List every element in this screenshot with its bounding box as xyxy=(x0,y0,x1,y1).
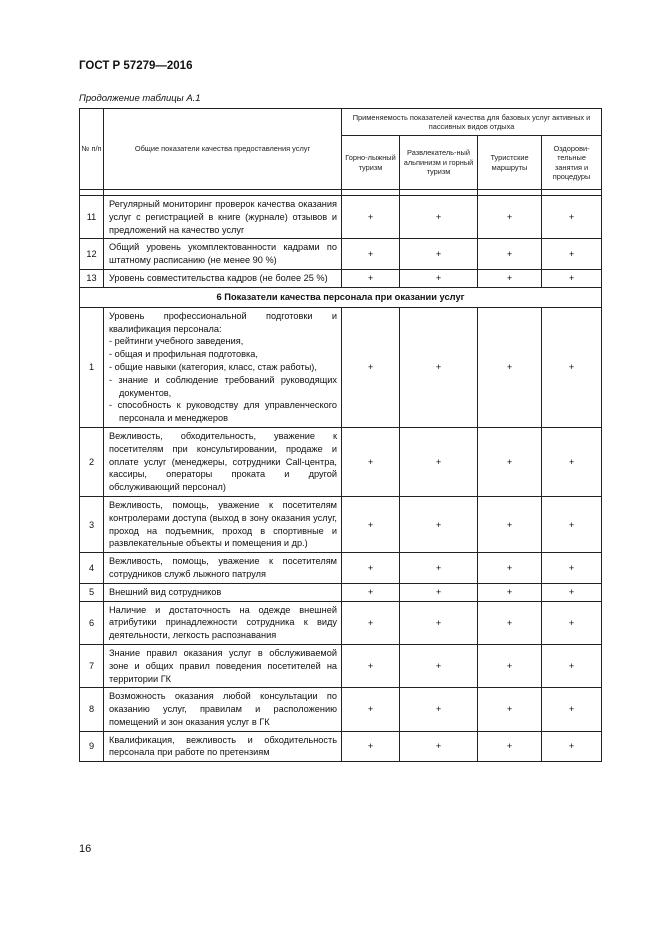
applicability-mark: + xyxy=(342,269,400,287)
row-text: Квалификация, вежливость и обходительность персонала при работе по претензиям xyxy=(104,731,342,762)
applicability-mark: + xyxy=(400,731,478,762)
header-sub-ski: Горно-лыжный туризм xyxy=(342,136,400,190)
row-number: 11 xyxy=(80,196,104,239)
page-number: 16 xyxy=(79,843,92,855)
table-row xyxy=(80,644,602,687)
section-title: 6 Показатели качества персонала при оказании услуг xyxy=(80,287,602,307)
row-number: 8 xyxy=(80,688,104,731)
list-item: - способность к руководству для управленческого персонала и менеджеров xyxy=(109,399,337,425)
table-row xyxy=(80,269,602,287)
header-sub-routes: Туристские маршруты xyxy=(478,136,542,190)
row-text: Внешний вид сотрудников xyxy=(104,583,342,601)
applicability-mark: + xyxy=(400,427,478,496)
row-number: 13 xyxy=(80,269,104,287)
row-number: 2 xyxy=(80,427,104,496)
table-caption: Продолжение таблицы А.1 xyxy=(79,93,201,104)
applicability-mark: + xyxy=(478,427,542,496)
row-intro: Уровень профессиональной подготовки и квалификация персонала: xyxy=(109,310,337,334)
applicability-mark: + xyxy=(342,239,400,270)
row-text: Наличие и достаточность на одежде внешней атрибутики принадлежности сотрудника к виду деятельности, легкость распознавания xyxy=(104,601,342,644)
table-row xyxy=(80,196,602,239)
row-number: 3 xyxy=(80,496,104,552)
applicability-mark: + xyxy=(400,601,478,644)
header-general: Общие показатели качества предоставления услуг xyxy=(104,109,342,190)
applicability-mark: + xyxy=(542,427,602,496)
table-row xyxy=(80,731,602,762)
list-item: - знание и соблюдение требований руководящих документов, xyxy=(109,374,337,400)
row-text: Общий уровень укомплектованности кадрами по штатному расписанию (не менее 90 %) xyxy=(104,239,342,270)
applicability-mark: + xyxy=(400,269,478,287)
document-title: ГОСТ Р 57279—2016 xyxy=(79,60,193,72)
applicability-mark: + xyxy=(342,196,400,239)
applicability-mark: + xyxy=(342,644,400,687)
row-number: 12 xyxy=(80,239,104,270)
applicability-mark: + xyxy=(400,239,478,270)
applicability-mark: + xyxy=(542,553,602,584)
applicability-mark: + xyxy=(542,239,602,270)
applicability-mark: + xyxy=(400,644,478,687)
applicability-mark: + xyxy=(542,196,602,239)
applicability-mark: + xyxy=(478,269,542,287)
list-item: - рейтинги учебного заведения, xyxy=(109,335,337,348)
row-text: Знание правил оказания услуг в обслуживаемой зоне и общих правил поведения посетителей на территории ГК xyxy=(104,644,342,687)
row-number: 4 xyxy=(80,553,104,584)
applicability-mark: + xyxy=(342,583,400,601)
applicability-mark: + xyxy=(478,688,542,731)
header-num: № п/п xyxy=(80,109,104,190)
row-number: 5 xyxy=(80,583,104,601)
applicability-mark: + xyxy=(542,688,602,731)
row-number: 1 xyxy=(80,307,104,427)
header-sub-wellness: Оздорови-тельные занятия и процедуры xyxy=(542,136,602,190)
applicability-mark: + xyxy=(478,731,542,762)
table-row xyxy=(80,583,602,601)
list-item: - общая и профильная подготовка, xyxy=(109,348,337,361)
row-number: 6 xyxy=(80,601,104,644)
applicability-mark: + xyxy=(400,496,478,552)
table-row xyxy=(80,553,602,584)
table-row xyxy=(80,601,602,644)
row-text xyxy=(104,307,342,427)
applicability-mark: + xyxy=(478,239,542,270)
applicability-mark: + xyxy=(478,196,542,239)
applicability-mark: + xyxy=(478,496,542,552)
applicability-mark: + xyxy=(400,307,478,427)
applicability-mark: + xyxy=(478,644,542,687)
applicability-mark: + xyxy=(400,583,478,601)
applicability-mark: + xyxy=(478,553,542,584)
header-sub-climbing: Развлекатель-ный альпинизм и горный туризм xyxy=(400,136,478,190)
row-text: Возможность оказания любой консультации по оказанию услуг, правилам и расположению помещений и зон оказания услуг в ГК xyxy=(104,688,342,731)
applicability-mark: + xyxy=(400,196,478,239)
applicability-mark: + xyxy=(342,553,400,584)
applicability-mark: + xyxy=(342,307,400,427)
applicability-mark: + xyxy=(478,307,542,427)
applicability-mark: + xyxy=(342,601,400,644)
applicability-mark: + xyxy=(400,553,478,584)
applicability-mark: + xyxy=(342,688,400,731)
row-text: Вежливость, помощь, уважение к посетителям сотрудников служб лыжного патруля xyxy=(104,553,342,584)
row-number: 9 xyxy=(80,731,104,762)
row-text: Уровень совместительства кадров (не более 25 %) xyxy=(104,269,342,287)
table-row xyxy=(80,307,602,427)
applicability-mark: + xyxy=(542,601,602,644)
table-row xyxy=(80,496,602,552)
applicability-mark: + xyxy=(342,427,400,496)
applicability-mark: + xyxy=(400,688,478,731)
applicability-mark: + xyxy=(542,644,602,687)
applicability-mark: + xyxy=(542,307,602,427)
table-row xyxy=(80,688,602,731)
table-row xyxy=(80,427,602,496)
row-text: Вежливость, помощь, уважение к посетителям контролерами доступа (выход в зону оказания услуг, проход на подъемник, проход в спортивные и развлекательные объекты и помещения и др.) xyxy=(104,496,342,552)
table-row xyxy=(80,239,602,270)
quality-indicators-table xyxy=(79,108,602,762)
applicability-mark: + xyxy=(342,496,400,552)
applicability-mark: + xyxy=(342,731,400,762)
applicability-mark: + xyxy=(478,601,542,644)
header-applicability: Применяемость показателей качества для базовых услуг активных и пассивных видов отдыха xyxy=(342,109,602,136)
applicability-mark: + xyxy=(478,583,542,601)
applicability-mark: + xyxy=(542,583,602,601)
row-number: 7 xyxy=(80,644,104,687)
list-item: - общие навыки (категория, класс, стаж работы), xyxy=(109,361,337,374)
applicability-mark: + xyxy=(542,731,602,762)
row-text: Регулярный мониторинг проверок качества оказания услуг с регистрацией в книге (журнале) отзывов и предложений на качество услуг xyxy=(104,196,342,239)
row-text: Вежливость, обходительность, уважение к посетителям при консультировании, продаже и оплате услуг (менеджеры, сотрудники Call-центра, кассиры, операторы проката и другой обслуживающий персонал) xyxy=(104,427,342,496)
applicability-mark: + xyxy=(542,496,602,552)
applicability-mark: + xyxy=(542,269,602,287)
